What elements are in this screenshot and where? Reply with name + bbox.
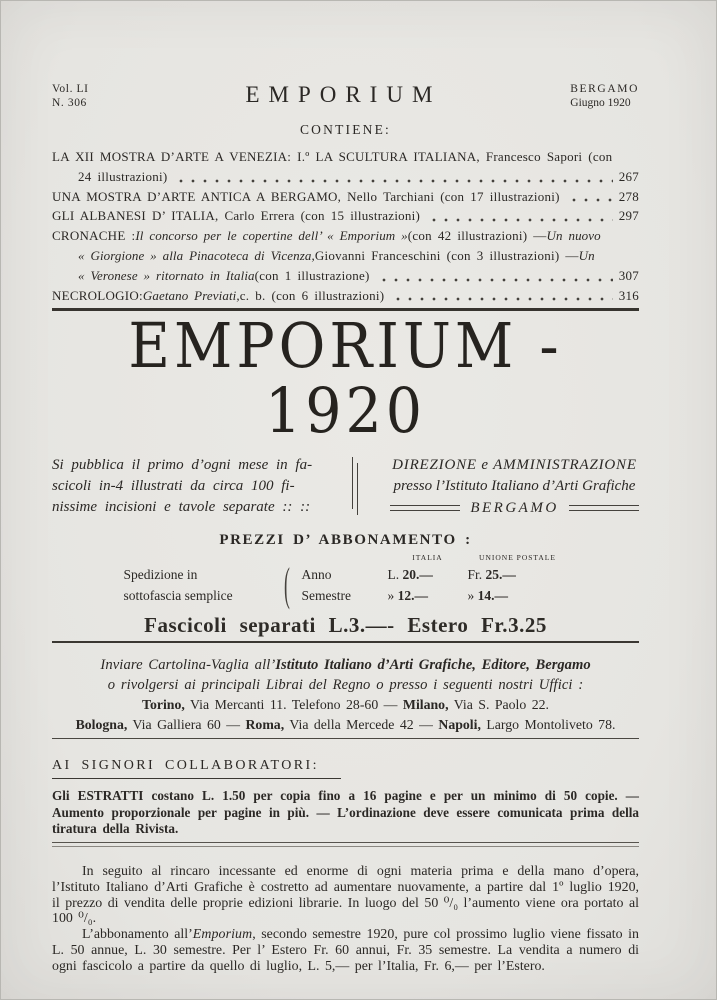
- city-name: Torino,: [142, 697, 185, 713]
- period-label: Semestre: [301, 587, 351, 603]
- office-line-2: [52, 715, 639, 735]
- toc-entry-continuation: 24 illustrazioni): [78, 168, 168, 184]
- column-header-italia: ITALIA: [412, 552, 443, 562]
- double-rule-right: [569, 505, 639, 511]
- admin-city: BERGAMO: [470, 499, 559, 516]
- price-postal-semester: [468, 585, 568, 606]
- toc-page-number: 297: [618, 208, 639, 224]
- column-header-unione-postale: UNIONE POSTALE: [479, 552, 556, 562]
- office-address: Via S. Paolo 22.: [448, 697, 549, 713]
- period-label: Anno: [301, 566, 332, 582]
- toc-entry-4-line-1: [52, 226, 639, 246]
- bergamo-row: [390, 498, 639, 519]
- office-address: Via della Mercede 42 —: [284, 716, 439, 732]
- toc-entry-1-line-2: [52, 167, 639, 187]
- prices-table: ITALIA UNIONE POSTALE Spedizione in ( Anno L. 20.— Fr. 25.— sottofascia semplice Semestre » 12.— » 14.—: [124, 552, 568, 606]
- notice-paragraph-1: In seguito al rincaro incessante ed enorme di ogni materia prima e della mano d’opera, l’Istituto Italiano d’Arti Grafiche è costretto ad aumentare nuovamente, a partire dal 1º luglio 1920, il prezzo di vendita delle proprie edizioni librarie. In luogo del 50 ⁰/₀ l’aumento viene ora portato al 100 ⁰/₀.: [52, 863, 639, 927]
- issue-number: N. 306: [52, 97, 87, 109]
- toc-entry-4-line-3: [52, 266, 639, 286]
- toc-entry-2: [52, 187, 639, 207]
- office-line-1: [52, 695, 639, 715]
- price-italy-semester: [388, 585, 468, 606]
- divider-line: [352, 457, 353, 509]
- amount: 20.—: [402, 566, 433, 582]
- pub-line: nissime incisioni e tavole separate :: ::: [52, 498, 311, 515]
- amount: 25.—: [485, 566, 516, 582]
- administration-block: [364, 455, 639, 519]
- toc-roman-text: c. b. (con 6 illustrazioni): [239, 287, 385, 303]
- order-line-2: o rivolgersi ai principali Librai del Regno o presso i seguenti nostri Uffici :: [107, 676, 584, 693]
- admin-line: presso l’Istituto Italiano d’Arti Grafiche: [393, 477, 636, 494]
- place-date-block: [570, 82, 639, 110]
- toc-roman-text: (con 42 illustrazioni) —: [407, 228, 547, 244]
- toc-article-italic: Il concorso per le copertine dell’ « Emporium »: [135, 228, 408, 244]
- ditto-mark: »: [467, 587, 475, 603]
- toc-entry-4-line-2: [52, 246, 639, 266]
- toc-page-number: 307: [618, 267, 639, 283]
- single-issue-text: - Estero Fr.: [387, 612, 509, 637]
- collaborators-heading: AI SIGNORI COLLABORATORI:: [52, 758, 341, 779]
- toc-article-italic: Un nuovo: [546, 228, 601, 244]
- notice-paragraph-2: [52, 927, 639, 975]
- toc-article-italic: « Giorgione » alla Pinacoteca di Vicenza,: [78, 247, 315, 263]
- volume-label: Vol. LI: [52, 83, 89, 95]
- page-header: [52, 0, 639, 110]
- office-address: Via Mercanti 11. Telefono 28-60 —: [184, 697, 403, 713]
- order-text-italic: Inviare Cartolina-Vaglia all’: [100, 657, 276, 674]
- toc-page-number: 267: [618, 168, 639, 184]
- admin-line: DIREZIONE e AMMINISTRAZIONE: [392, 456, 637, 473]
- shipping-label-line-2: sottofascia semplice: [123, 587, 233, 603]
- city-name: Bologna,: [75, 716, 128, 732]
- toc-page-number: 316: [618, 287, 639, 303]
- toc-entry-1-line-1: [52, 147, 639, 167]
- date-label: Giugno 1920: [570, 97, 631, 109]
- dot-leader: [179, 179, 612, 183]
- single-issue-price-estero: 3.25: [508, 612, 547, 637]
- double-horizontal-rule: [52, 842, 639, 847]
- toc-section-label: NECROLOGIO:: [52, 287, 143, 303]
- dot-leader: [572, 198, 613, 202]
- toc-entry-title: UNA MOSTRA D’ARTE ANTICA A BERGAMO, Nello Tarchiani (con 17 illustrazioni): [52, 188, 560, 204]
- toc-entry-5: [52, 286, 639, 306]
- collaborators-note: Gli ESTRATTI costano L. 1.50 per copia fino a 16 pagine e per un minimo di 50 copie. — Aumento proporzionale per pagine in più. — L’ordinazione deve essere comunicata prima della tiratura della Rivista.: [52, 787, 639, 837]
- publication-frequency: [52, 455, 344, 519]
- place-label: BERGAMO: [570, 83, 639, 95]
- pub-line: Si pubblica il primo d’ogni mese in fa-: [52, 456, 313, 473]
- city-name: Roma,: [245, 716, 285, 732]
- publisher-name: Istituto Italiano d’Arti Grafiche, Editore, Bergamo: [275, 657, 591, 674]
- magazine-name-italic: Emporium: [192, 927, 253, 943]
- toc-article-italic: Gaetano Previati,: [142, 287, 240, 303]
- contents-heading: CONTIENE:: [299, 122, 392, 137]
- horizontal-rule: [52, 641, 639, 643]
- city-name: Milano,: [402, 697, 449, 713]
- double-vertical-divider: [350, 457, 360, 519]
- ordering-info: [52, 656, 639, 734]
- toc-entry-title: GLI ALBANESI D’ ITALIA, Carlo Errera (con 15 illustrazioni): [52, 208, 421, 224]
- toc-section-label: CRONACHE :: [52, 228, 136, 244]
- volume-block: [52, 82, 89, 110]
- single-issue-price-italy: 3.—: [348, 612, 388, 637]
- office-address: Largo Montoliveto 78.: [480, 716, 616, 732]
- prices-heading: PREZZI D’ ABBONAMENTO :: [219, 531, 472, 548]
- single-issue-price-line: [52, 613, 639, 638]
- currency: Fr.: [467, 566, 483, 582]
- dot-leader: [382, 278, 613, 282]
- toc-article-italic: « Veronese » ritornato in Italia: [78, 267, 255, 283]
- toc-roman-text: Giovanni Franceschini (con 3 illustrazioni) —: [314, 247, 579, 263]
- publication-info-row: [52, 455, 639, 519]
- table-of-contents: [52, 147, 639, 305]
- toc-roman-text: (con 1 illustrazione): [254, 267, 370, 283]
- office-address: Via Galliera 60 —: [127, 716, 246, 732]
- annual-title: EMPORIUM - 1920: [128, 310, 563, 448]
- price-postal-year: [468, 564, 568, 585]
- toc-article-italic: Un: [578, 247, 595, 263]
- pub-line: scicoli in-4 illustrati da circa 100 fi-: [52, 477, 295, 494]
- price-increase-notice: [52, 864, 639, 975]
- ditto-mark: »: [387, 587, 395, 603]
- toc-entry-3: [52, 206, 639, 226]
- divider-line: [357, 463, 358, 515]
- collaborators-heading-row: [52, 756, 639, 779]
- masthead-title: EMPORIUM: [245, 82, 442, 107]
- notice-text: , secondo semestre 1920, pure col prossimo luglio viene fissato in L. 50 annue, L. 30 semestre. Per l’ Estero Fr. 60 annui, Fr. 35 semestre. La vendita a numero di ogni fascicolo a partire da quello di luglio, L. 5,— per l’Italia, Fr. 6,— per l’Estero.: [52, 927, 639, 975]
- price-italy-year: [388, 564, 468, 585]
- toc-entry-title: LA XII MOSTRA D’ARTE A VENEZIA: I.º LA SCULTURA ITALIANA, Francesco Sapori (con: [52, 149, 613, 164]
- single-issue-text: Fascicoli separati L.: [144, 612, 349, 637]
- double-rule-left: [390, 505, 460, 511]
- toc-page-number: 278: [618, 188, 639, 204]
- dot-leader: [432, 218, 613, 222]
- notice-text: L’abbonamento all’: [82, 927, 193, 943]
- city-name: Napoli,: [438, 716, 481, 732]
- shipping-label-line-1: Spedizione in: [123, 566, 198, 582]
- horizontal-rule: [52, 738, 639, 739]
- currency: L.: [387, 566, 400, 582]
- amount: 12.—: [397, 587, 428, 603]
- order-line-1: [52, 656, 639, 676]
- amount: 14.—: [477, 587, 508, 603]
- dot-leader: [396, 297, 612, 301]
